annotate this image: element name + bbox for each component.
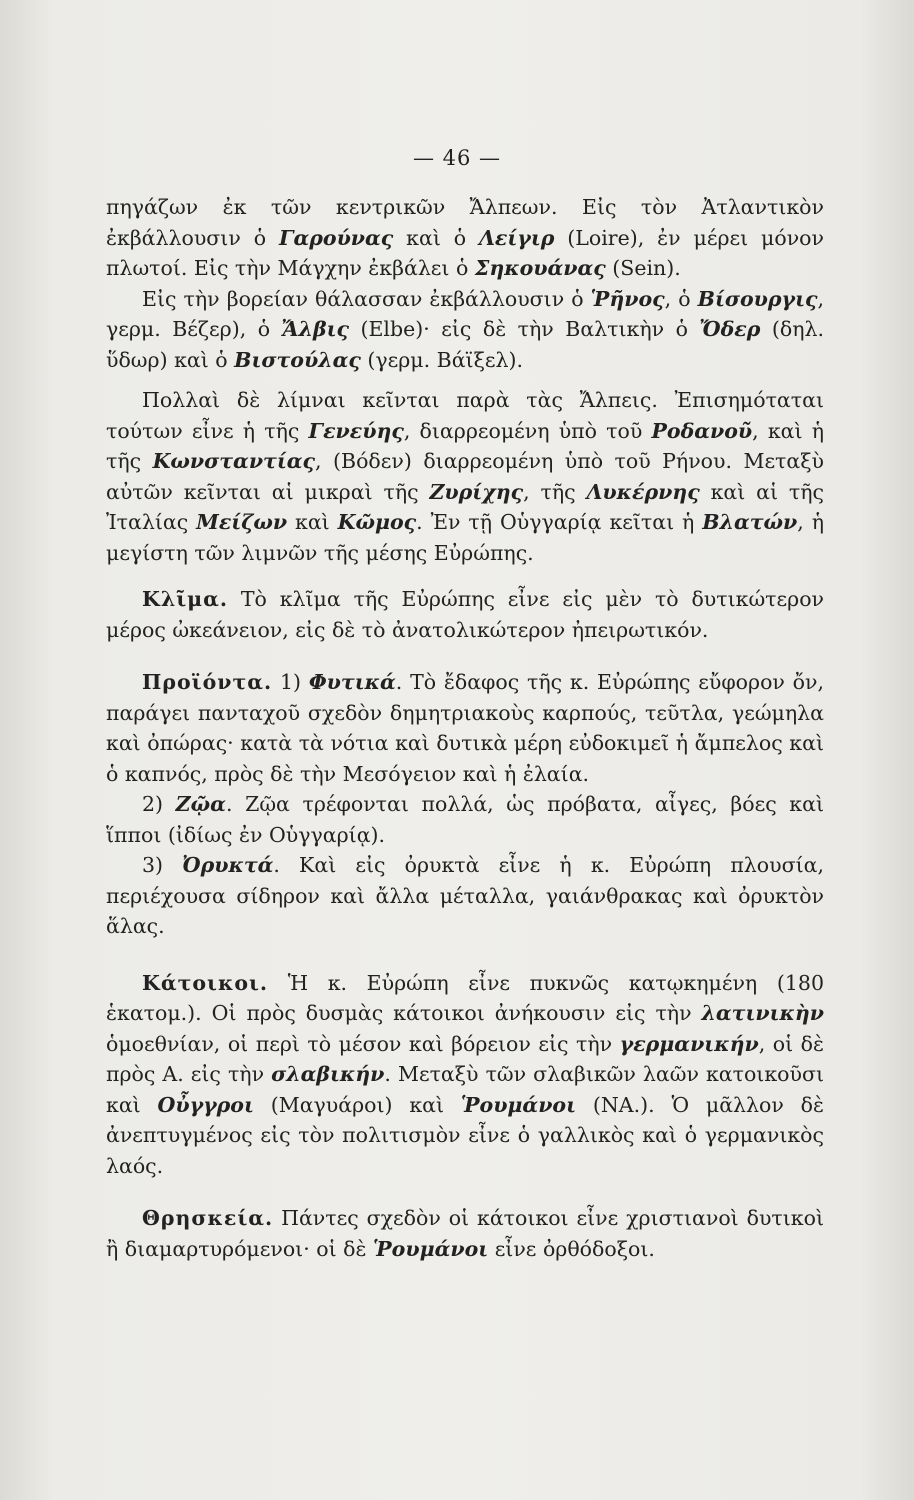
text-run: . Ζῷα τρέφονται πολλά, ὡς πρόβατα, αἶγες, βόες καὶ ἵπποι (ἰδίως ἐν Οὑγγαρίᾳ).: [106, 792, 824, 847]
text-run: (ΝΑ.). Ὁ μᾶλλον δὲ ἀνεπτυγμένος εἰς τὸν πολιτισμὸν εἶνε ὁ γαλλικὸς καὶ ὁ γερμανικὸς λαός.: [106, 1092, 824, 1178]
emphasized-term: Βλατών: [702, 510, 798, 534]
paragraph-lakes: [106, 385, 824, 568]
text-run: (Elbe)· εἰς δὲ τὴν Βαλτικὴν ὁ: [348, 317, 700, 341]
body-text: [106, 192, 824, 1264]
text-run: , τῆς: [523, 479, 587, 504]
emphasized-term: Σηκουάνας: [474, 256, 606, 280]
emphasized-term: Ὄδερ: [699, 317, 761, 341]
text-run: πηγάζων ἐκ τῶν κεντρικῶν Ἄλπεων. Εἰς τὸν Ἀτλαντικὸν ἐκβάλλουσιν ὁ: [106, 195, 824, 250]
text-run: , (Βόδεν) διαρρεομένη ὑπὸ τοῦ Ρήνου. Μεταξὺ αὐτῶν κεῖνται αἱ μικραὶ τῆς: [106, 449, 824, 504]
text-run: 3): [142, 853, 183, 877]
section-heading: Προϊόντα.: [142, 670, 273, 694]
paragraph-religion: [106, 1203, 824, 1264]
text-run: Εἰς τὴν βορείαν θάλασσαν ἐκβάλλουσιν ὁ: [142, 286, 591, 311]
text-run: , καὶ ἡ τῆς: [106, 418, 825, 473]
text-run: , διαρρεομένη ὑπὸ τοῦ: [403, 418, 652, 443]
emphasized-term: Ζυρίχης: [429, 479, 524, 504]
emphasized-term: Ῥῆνος: [590, 286, 665, 311]
text-run: (γερμ. Βάϊξελ).: [360, 347, 524, 372]
section-heading: Θρησκεία.: [142, 1206, 274, 1230]
text-run: , ἡ μεγίστη τῶν λιμνῶν τῆς μέσης Εὐρώπης.: [106, 510, 824, 565]
emphasized-term: Βιστούλας: [234, 347, 361, 372]
text-run: , οἱ δὲ πρὸς Α. εἰς τὴν: [106, 1031, 824, 1086]
text-run: , γερμ. Βέζερ), ὁ: [106, 286, 824, 341]
text-run: 2): [142, 792, 176, 816]
text-run: Ἡ κ. Εὐρώπη εἶνε πυκνῶς κατῳκημένη (180 ἑκατομ.). Οἱ πρὸς δυσμὰς κάτοικοι ἀνήκουσιν εἰς τὴν: [106, 970, 824, 1025]
emphasized-term: Φυτικά: [308, 670, 396, 694]
text-run: Πάντες σχεδὸν οἱ κάτοικοι εἶνε χριστιανοὶ δυτικοὶ ἢ διαμαρτυρόμενοι· οἱ δὲ: [106, 1206, 824, 1261]
paragraph-products: [106, 667, 824, 789]
emphasized-term: Βίσουργις: [697, 286, 818, 311]
text-run: . Μεταξὺ τῶν σλαβικῶν λαῶν κατοικοῦσι καὶ: [106, 1062, 824, 1117]
text-run: (Μαγυάροι) καὶ: [253, 1092, 461, 1117]
paragraph-inhabitants: [106, 968, 824, 1182]
text-run: 1): [272, 670, 309, 694]
emphasized-term: γερμανικήν: [619, 1031, 759, 1056]
emphasized-term: Ῥουμάνοι: [373, 1236, 489, 1261]
text-run: Τὸ κλῖμα τῆς Εὐρώπης εἶνε εἰς μὲν τὸ δυτικώτερον μέρος ὠκεάνειον, εἰς δὲ τὸ ἀνατολικώτερον ἠπειρωτικόν.: [106, 587, 824, 642]
emphasized-term: Ῥουμάνοι: [460, 1092, 577, 1117]
emphasized-term: Γενεύης: [308, 418, 404, 443]
text-run: καὶ αἱ τῆς Ἰταλίας: [106, 479, 825, 534]
text-run: , ὁ: [664, 286, 698, 311]
emphasized-term: σλαβικήν: [271, 1062, 385, 1086]
emphasized-term: Κῶμος: [337, 510, 417, 534]
emphasized-term: λατινικὴν: [701, 1001, 824, 1025]
emphasized-term: Μείζων: [196, 510, 288, 534]
paragraph-minerals: [106, 850, 824, 942]
text-run: καὶ: [287, 510, 338, 534]
text-run: εἶνε ὀρθόδοξοι.: [488, 1236, 655, 1261]
text-run: (Sein).: [605, 256, 681, 280]
emphasized-term: Λυκέρνης: [586, 479, 700, 504]
text-run: . Ἐν τῇ Οὑγγαρίᾳ κεῖται ἡ: [416, 510, 703, 534]
paragraph-rivers: [106, 192, 824, 284]
page-number: — 46 —: [412, 146, 502, 170]
emphasized-term: Ὀρυκτά: [182, 853, 274, 877]
text-run: (δηλ. ὕδωρ) καὶ ὁ: [106, 317, 825, 372]
text-run: . Καὶ εἰς ὀρυκτὰ εἶνε ἡ κ. Εὐρώπη πλουσία, περιέχουσα σίδηρον καὶ ἄλλα μέταλλα, γαιάνθρακας καὶ ὀρυκτὸν ἅλας.: [106, 853, 824, 938]
text-run: . Τὸ ἔδαφος τῆς κ. Εὐρώπης εὔφορον ὄν, παράγει πανταχοῦ σχεδὸν δημητριακοὺς καρπούς, τεῦτλα, γεώμηλα καὶ ὀπώρας· κατὰ τὰ νότια καὶ δυτικὰ μέρη εὐδοκιμεῖ ἡ ἄμπελος καὶ ὁ καπνός, πρὸς δὲ τὴν Μεσόγειον καὶ ἡ ἐλαία.: [106, 670, 824, 786]
text-run: καὶ ὁ: [393, 225, 480, 250]
emphasized-term: Γαρούνας: [278, 225, 394, 250]
text-run: ὁμοεθνίαν, οἱ περὶ τὸ μέσον καὶ βόρειον εἰς τὴν: [106, 1031, 620, 1056]
paragraph-climate: [106, 584, 824, 645]
emphasized-term: Ροδανοῦ: [651, 418, 753, 443]
paragraph-rivers-north: [106, 284, 824, 376]
text-run: (Loire), ἐν μέρει μόνον πλωτοί. Εἰς τὴν Μάγχην ἐκβάλει ὁ: [106, 225, 824, 280]
section-heading: Κάτοικοι.: [142, 970, 269, 995]
text-run: Πολλαὶ δὲ λίμναι κεῖνται παρὰ τὰς Ἄλπεις. Ἐπισημόταται τούτων εἶνε ἡ τῆς: [106, 388, 824, 443]
emphasized-term: Ἄλβις: [281, 317, 349, 341]
emphasized-term: Κωνσταντίας: [152, 449, 316, 473]
emphasized-term: Οὖγγροι: [157, 1092, 254, 1117]
paragraph-animals: [106, 789, 824, 850]
emphasized-term: Λείγιρ: [479, 225, 555, 250]
emphasized-term: Ζῷα: [175, 792, 226, 816]
section-heading: Κλῖμα.: [142, 587, 229, 611]
